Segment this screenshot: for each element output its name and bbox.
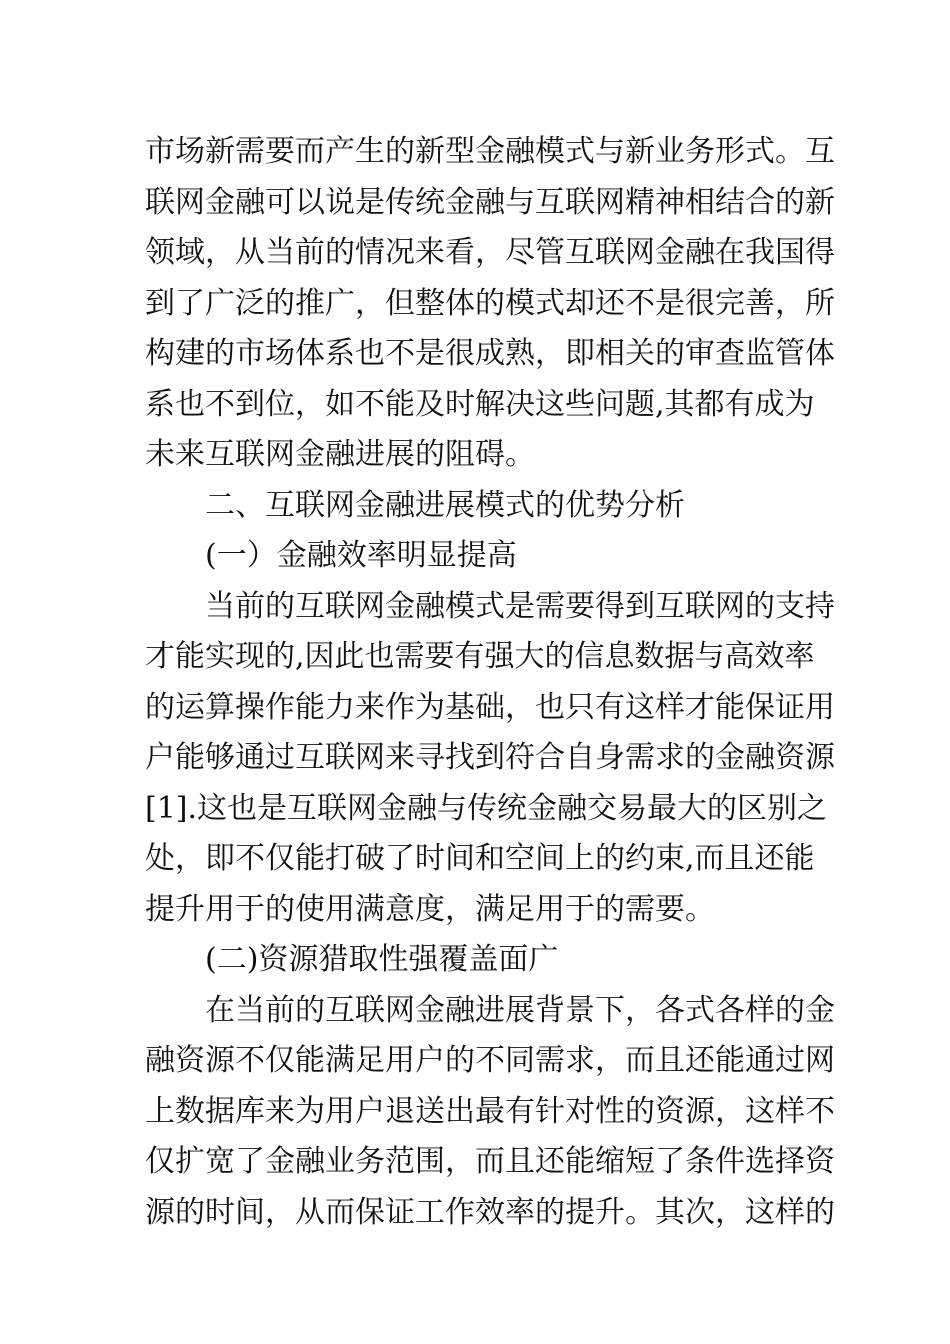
text-line: 构建的市场体系也不是很成熟，即相关的审查监管体 xyxy=(145,336,835,371)
subsection-heading: (一）金融效率明显提高 xyxy=(205,538,517,573)
text-line: 提升用于的使用满意度，满足用于的需要。 xyxy=(145,891,715,927)
text-line: 到了广泛的推广，但整体的模式却还不是很完善，所 xyxy=(145,285,835,321)
subsection-heading: (二)资源猎取性强覆盖面广 xyxy=(205,942,559,977)
text-line: [1].这也是互联网金融与传统金融交易最大的区别之 xyxy=(145,790,828,826)
text-line: 市场新需要而产生的新型金融模式与新业务形式。互 xyxy=(145,134,835,169)
section-heading: 二、互联网金融进展模式的优势分析 xyxy=(205,487,685,523)
text-line: 仅扩宽了金融业务范围，而且还能缩短了条件选择资 xyxy=(145,1144,835,1179)
text-line: 领域，从当前的情况来看，尽管互联网金融在我国得 xyxy=(145,235,835,270)
text-line: 才能实现的,因此也需要有强大的信息数据与高效率 xyxy=(145,639,815,674)
body-text xyxy=(145,127,835,1238)
text-line: 处，即不仅能打破了时间和空间上的约束,而且还能 xyxy=(145,841,815,876)
text-line: 系也不到位，如不能及时解决这些问题,其都有成为 xyxy=(145,386,815,422)
text-line: 未来互联网金融进展的阻碍。 xyxy=(145,437,535,472)
text-line: 户能够通过互联网来寻找到符合自身需求的金融资源 xyxy=(145,740,835,775)
text-line: 当前的互联网金融模式是需要得到互联网的支持 xyxy=(205,588,835,624)
text-line: 融资源不仅能满足用户的不同需求，而且还能通过网 xyxy=(145,1043,835,1078)
text-line: 联网金融可以说是传统金融与互联网精神相结合的新 xyxy=(145,184,835,220)
text-line: 在当前的互联网金融进展背景下，各式各样的金 xyxy=(205,992,835,1028)
text-line: 源的时间，从而保证工作效率的提升。其次，这样的 xyxy=(145,1194,835,1230)
text-line: 的运算操作能力来作为基础，也只有这样才能保证用 xyxy=(145,689,835,725)
text-line: 上数据库来为用户退送出最有针对性的资源，这样不 xyxy=(145,1093,835,1129)
